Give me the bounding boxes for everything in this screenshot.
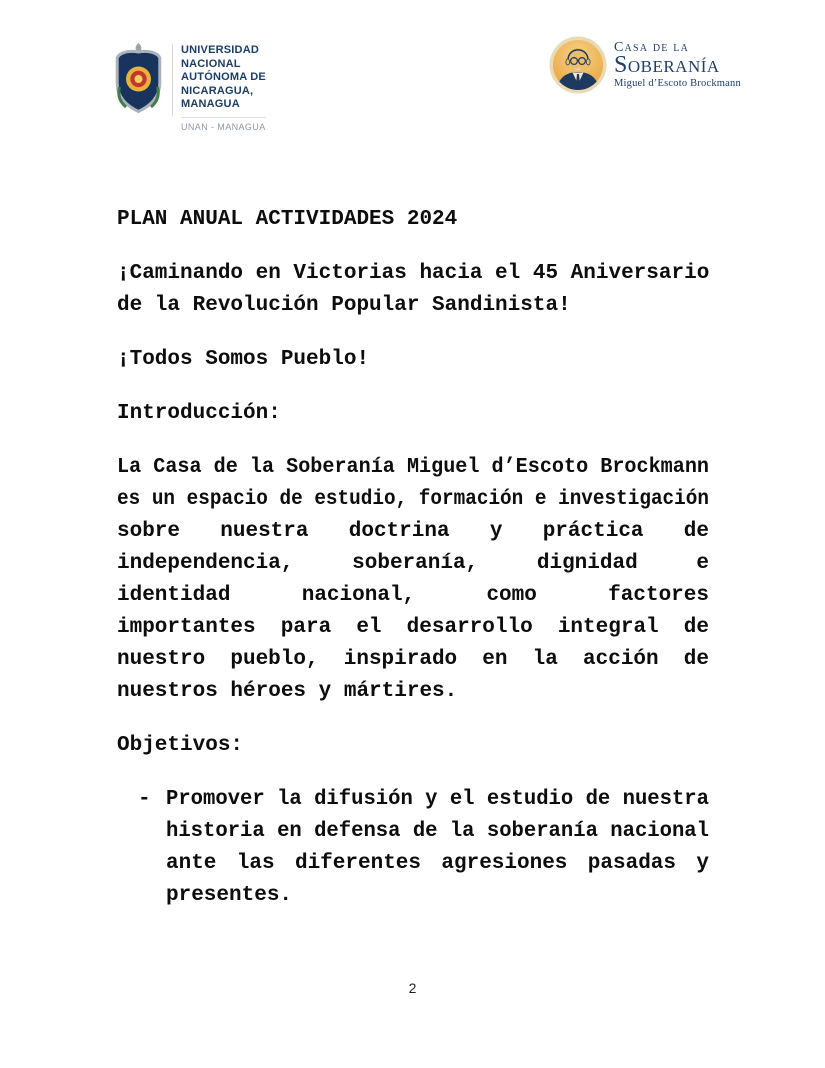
objective-line: ante las diferentes agresiones pasadas y [166,852,709,875]
paragraph-line: sobre nuestra doctrina y práctica de [117,520,709,543]
casa-wordmark [614,41,741,90]
objective-line-text: presentes. [166,884,293,907]
paragraph-line: importantes para el desarrollo integral de [117,616,709,639]
heading-line [117,730,709,762]
bullet-marker: - [138,788,151,811]
paragraph-line-text: es un espacio de estudio, formación e investigación [117,488,709,511]
objective-line-text: Promover la difusión y el estudio de nuestra [166,788,709,811]
slogan-line-text: ¡Todos Somos Pueblo! [117,348,370,371]
document-body [117,204,709,912]
casa-medallion-icon [549,36,607,94]
slogan-line [117,344,709,376]
unan-name-line: UNIVERSIDAD [181,44,259,56]
paragraph-line [117,452,709,484]
paragraph-line: identidad nacional, como factores [117,584,709,607]
page-number: 2 [408,980,417,996]
objective-line-text: historia en defensa de la soberanía nacional [166,820,709,843]
unan-name [181,42,266,135]
logo-divider [172,44,173,116]
intro-heading [117,398,709,430]
slogan-line-text: de la Revolución Popular Sandinista! [117,294,571,317]
unan-subtitle: UNAN - MANAGUA [181,117,266,135]
paragraph-line [117,484,709,516]
slogan-line [117,290,709,322]
objective-item [117,784,709,912]
casa-top-line: Casa de la [614,39,690,55]
slogan-line [117,258,709,290]
document-title-text: PLAN ANUAL ACTIVIDADES 2024 [117,208,458,231]
page-footer [0,980,825,996]
casa-soberania-logo [549,36,741,94]
slogan-2 [117,344,709,376]
paragraph-line [117,676,709,708]
heading-line [117,398,709,430]
unan-logo [112,42,266,135]
casa-subtitle: Miguel d’Escoto Brockmann [614,77,741,89]
paragraph-line-text: La Casa de la Soberanía Miguel d’Escoto Brockmann [117,456,709,479]
objectives-list [117,784,709,912]
document-title [117,204,709,236]
paragraph-line-text: nuestros héroes y mártires. [117,680,458,703]
heading-text: Objetivos: [117,734,244,757]
objective-line [166,880,709,912]
unan-name-line: MANAGUA [181,98,240,111]
unan-name-line: AUTÓNOMA DE [181,71,266,84]
intro-paragraph [117,452,709,708]
document-title-block [117,204,709,236]
paragraph-line: independencia, soberanía, dignidad e [117,552,709,575]
objective-line [166,816,709,848]
unan-shield-icon [112,42,165,114]
unan-name-line: NACIONAL [181,57,241,70]
heading-text: Introducción: [117,402,281,425]
objectives-heading [117,730,709,762]
casa-name: Soberanía [614,51,720,78]
slogan-line-text: ¡Caminando en Victorias hacia el 45 Aniversario [117,262,710,285]
objective-line [166,784,709,816]
slogan-1 [117,258,709,322]
unan-name-line: NICARAGUA, [181,84,254,97]
paragraph-line: nuestro pueblo, inspirado en la acción de [117,648,709,671]
